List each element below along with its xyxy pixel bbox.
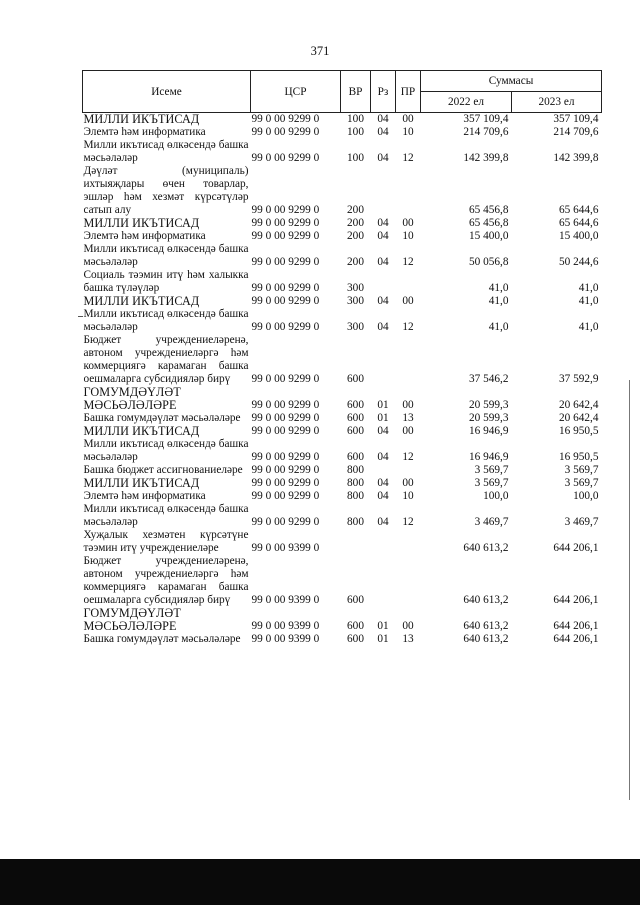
row-sum-2023: 16 950,5: [558, 451, 599, 463]
row-csr: 99 0 00 9299 0: [251, 126, 320, 138]
row-sum-2023: 3 569,7: [564, 464, 599, 476]
row-pr: 12: [402, 516, 414, 528]
row-csr: 99 0 00 9299 0: [251, 477, 320, 489]
table-row: [83, 269, 602, 295]
row-name: Милли икътисад өлкәсендә башка мәсьәләләр: [83, 308, 249, 333]
row-vr: 600: [347, 620, 364, 632]
row-vr: 200: [347, 204, 364, 216]
table-row: [83, 607, 602, 633]
row-sum-2022: 214 709,6: [463, 126, 509, 138]
row-name: МИЛЛИ ИКЪТИСАД: [83, 476, 200, 490]
row-sum-2022: 3 569,7: [474, 477, 509, 489]
row-name: Башка гомумдәүләт мәсьәләләре: [83, 633, 241, 645]
row-pr: [396, 555, 421, 607]
row-name: Бюджет учреждениеләренә, автоном учреждениеләргә һәм коммерциягә карамаган башка оешмаларга субсидияләр бирү: [83, 334, 249, 385]
row-rz: 04: [377, 126, 389, 138]
row-sum-2022: 50 056,8: [468, 256, 509, 268]
table-row: [83, 165, 602, 217]
row-pr: 10: [402, 490, 414, 502]
row-vr: 600: [347, 399, 364, 411]
row-rz: 04: [377, 152, 389, 164]
row-sum-2022: 142 399,8: [463, 152, 509, 164]
header-pr: ПР: [396, 71, 421, 113]
row-sum-2022: 357 109,4: [463, 113, 509, 125]
row-pr: 00: [402, 295, 414, 307]
table-row: [83, 139, 602, 165]
row-sum-2022: 37 546,2: [468, 373, 509, 385]
row-csr: 99 0 00 9299 0: [251, 373, 320, 385]
row-pr: [396, 529, 421, 555]
row-rz: 01: [377, 620, 389, 632]
table-body: [83, 113, 602, 647]
row-pr: [396, 269, 421, 295]
row-rz: 01: [377, 399, 389, 411]
row-sum-2022: 65 456,8: [468, 204, 509, 216]
row-sum-2022: 20 599,3: [468, 399, 509, 411]
row-pr: 00: [402, 477, 414, 489]
row-sum-2022: 16 946,9: [468, 425, 509, 437]
row-name: Милли икътисад өлкәсендә башка мәсьәләләр: [83, 503, 249, 528]
row-sum-2023: 50 244,6: [558, 256, 599, 268]
row-rz: [371, 165, 396, 217]
row-sum-2022: 3 569,7: [474, 464, 509, 476]
row-csr: 99 0 00 9399 0: [251, 542, 320, 554]
row-csr: 99 0 00 9399 0: [251, 633, 320, 645]
row-sum-2022: 3 469,7: [474, 516, 509, 528]
header-sums: Суммасы: [421, 71, 602, 92]
row-pr: [396, 464, 421, 477]
row-rz: 04: [377, 425, 389, 437]
row-vr: 600: [347, 425, 364, 437]
row-sum-2023: 16 950,5: [558, 425, 599, 437]
header-year-2023: 2023 ел: [512, 92, 602, 113]
page-number: 371: [310, 44, 330, 58]
row-pr: 10: [402, 230, 414, 242]
row-rz: [371, 555, 396, 607]
row-csr: 99 0 00 9299 0: [251, 516, 320, 528]
row-sum-2022: 640 613,2: [463, 594, 509, 606]
row-sum-2022: 640 613,2: [463, 633, 509, 645]
scan-edge-line: [629, 380, 630, 800]
row-rz: [371, 334, 396, 386]
row-name: Милли икътисад өлкәсендә башка мәсьәләләр: [83, 139, 249, 164]
row-sum-2022: 640 613,2: [463, 620, 509, 632]
row-sum-2023: 41,0: [578, 282, 599, 294]
row-rz: 04: [377, 451, 389, 463]
row-sum-2023: 65 644,6: [558, 217, 599, 229]
row-vr: 800: [347, 477, 364, 489]
row-csr: 99 0 00 9299 0: [251, 399, 320, 411]
row-pr: 00: [402, 399, 414, 411]
row-name: Милли икътисад өлкәсендә башка мәсьәләләр: [83, 243, 249, 268]
row-sum-2022: 16 946,9: [468, 451, 509, 463]
row-csr: 99 0 00 9299 0: [251, 152, 320, 164]
row-name: Бюджет учреждениеләренә, автоном учреждениеләргә һәм коммерциягә карамаган башка оешмаларга субсидияләр бирү: [83, 555, 249, 606]
row-sum-2022: 640 613,2: [463, 542, 509, 554]
row-csr: 99 0 00 9299 0: [251, 256, 320, 268]
row-name: Хуҗалык хезмәтен күрсәтүне тәэмин итү учреждениеләре: [83, 529, 249, 554]
table-row: [83, 633, 602, 646]
row-pr: 12: [402, 256, 414, 268]
row-sum-2023: 644 206,1: [553, 633, 599, 645]
row-sum-2023: 20 642,4: [558, 399, 599, 411]
row-rz: [371, 269, 396, 295]
header-rz: Рз: [371, 71, 396, 113]
row-name: Милли икътисад өлкәсендә башка мәсьәләләр: [83, 438, 249, 463]
row-name: ГОМУМДӘҮЛӘТ МӘСЬӘЛӘЛӘРЕ: [83, 385, 181, 412]
row-csr: 99 0 00 9299 0: [251, 204, 320, 216]
row-vr: 600: [347, 373, 364, 385]
row-vr: 100: [347, 113, 364, 125]
header-vr: ВР: [341, 71, 371, 113]
row-sum-2023: 100,0: [573, 490, 599, 502]
row-sum-2023: 41,0: [578, 321, 599, 333]
table-row: [83, 490, 602, 503]
row-sum-2023: 3 469,7: [564, 516, 599, 528]
row-name: Элемтә һәм информатика: [83, 490, 206, 502]
row-csr: 99 0 00 9299 0: [251, 295, 320, 307]
row-sum-2022: 41,0: [488, 295, 509, 307]
row-sum-2023: 15 400,0: [558, 230, 599, 242]
row-sum-2023: 20 642,4: [558, 412, 599, 424]
row-rz: 04: [377, 477, 389, 489]
row-sum-2023: 142 399,8: [553, 152, 599, 164]
row-sum-2023: 644 206,1: [553, 620, 599, 632]
table-row: [83, 217, 602, 230]
row-pr: 00: [402, 217, 414, 229]
row-name: Элемтә һәм информатика: [83, 126, 206, 138]
row-sum-2023: 214 709,6: [553, 126, 599, 138]
row-sum-2022: 15 400,0: [468, 230, 509, 242]
row-sum-2022: 20 599,3: [468, 412, 509, 424]
row-vr: 100: [347, 126, 364, 138]
row-vr: 600: [347, 594, 364, 606]
row-pr: 12: [402, 152, 414, 164]
row-vr: 300: [347, 282, 364, 294]
row-rz: 04: [377, 516, 389, 528]
row-csr: 99 0 00 9299 0: [251, 321, 320, 333]
header-year-2022: 2022 ел: [421, 92, 512, 113]
row-pr: 13: [402, 412, 414, 424]
row-rz: 04: [377, 490, 389, 502]
row-vr: 800: [347, 516, 364, 528]
row-name: ГОМУМДӘҮЛӘТ МӘСЬӘЛӘЛӘРЕ: [83, 606, 181, 633]
row-sum-2023: 3 569,7: [564, 477, 599, 489]
row-vr: [341, 529, 371, 555]
row-csr: 99 0 00 9399 0: [251, 620, 320, 632]
header-row-1: [83, 71, 602, 92]
row-rz: 01: [377, 633, 389, 645]
row-vr: 800: [347, 464, 364, 476]
budget-table: [82, 70, 602, 646]
row-pr: 12: [402, 321, 414, 333]
row-sum-2022: 65 456,8: [468, 217, 509, 229]
scan-bottom-bar: [0, 859, 640, 905]
table-row: [83, 503, 602, 529]
row-name: Башка бюджет ассигнованиеләре: [83, 464, 243, 476]
row-name: Башка гомумдәүләт мәсьәләләре: [83, 412, 241, 424]
table-row: [83, 425, 602, 438]
row-sum-2023: 644 206,1: [553, 542, 599, 554]
row-pr: [396, 334, 421, 386]
table-row: [83, 230, 602, 243]
row-name: Социаль тәэмин итү һәм халыкка башка түләүләр: [83, 269, 249, 294]
row-sum-2022: 100,0: [483, 490, 509, 502]
row-sum-2023: 41,0: [578, 295, 599, 307]
row-vr: 600: [347, 633, 364, 645]
row-csr: 99 0 00 9299 0: [251, 464, 320, 476]
row-vr: 800: [347, 490, 364, 502]
row-name: МИЛЛИ ИКЪТИСАД: [83, 294, 200, 308]
table-row: [83, 386, 602, 412]
row-rz: 04: [377, 321, 389, 333]
row-pr: 10: [402, 126, 414, 138]
row-vr: 200: [347, 217, 364, 229]
table-row: [83, 438, 602, 464]
row-csr: 99 0 00 9299 0: [251, 490, 320, 502]
row-vr: 600: [347, 412, 364, 424]
row-name: Элемтә һәм информатика: [83, 230, 206, 242]
row-rz: [371, 464, 396, 477]
row-vr: 100: [347, 152, 364, 164]
row-pr: 00: [402, 113, 414, 125]
row-rz: 01: [377, 412, 389, 424]
row-pr: 00: [402, 620, 414, 632]
row-csr: 99 0 00 9299 0: [251, 451, 320, 463]
row-sum-2022: 41,0: [488, 282, 509, 294]
row-pr: 12: [402, 451, 414, 463]
row-sum-2023: 357 109,4: [553, 113, 599, 125]
row-pr: [396, 165, 421, 217]
row-vr: 600: [347, 451, 364, 463]
row-name: МИЛЛИ ИКЪТИСАД: [83, 424, 200, 438]
row-sum-2023: 65 644,6: [558, 204, 599, 216]
header-csr: ЦСР: [251, 71, 341, 113]
row-vr: 200: [347, 256, 364, 268]
table-row: [83, 295, 602, 308]
table-row: [83, 477, 602, 490]
table-row: [83, 308, 602, 334]
row-rz: 04: [377, 230, 389, 242]
table-row: [83, 243, 602, 269]
row-rz: 04: [377, 295, 389, 307]
row-name: МИЛЛИ ИКЪТИСАД: [83, 112, 200, 126]
row-csr: 99 0 00 9299 0: [251, 217, 320, 229]
row-name: МИЛЛИ ИКЪТИСАД: [83, 216, 200, 230]
row-csr: 99 0 00 9299 0: [251, 425, 320, 437]
row-csr: 99 0 00 9399 0: [251, 594, 320, 606]
row-pr: 13: [402, 633, 414, 645]
row-pr: 00: [402, 425, 414, 437]
row-csr: 99 0 00 9299 0: [251, 412, 320, 424]
table-row: [83, 555, 602, 607]
row-rz: [371, 529, 396, 555]
table-row: [83, 334, 602, 386]
row-rz: 04: [377, 113, 389, 125]
row-vr: 200: [347, 230, 364, 242]
row-csr: 99 0 00 9299 0: [251, 282, 320, 294]
table-row: [83, 126, 602, 139]
row-rz: 04: [377, 256, 389, 268]
row-rz: 04: [377, 217, 389, 229]
row-csr: 99 0 00 9299 0: [251, 230, 320, 242]
row-name: Дәүләт (муниципаль) ихтыяҗлары өчен товарлар, эшләр һәм хезмәт күрсәтүләр сатып алу: [83, 165, 249, 216]
row-sum-2023: 37 592,9: [558, 373, 599, 385]
row-vr: 300: [347, 295, 364, 307]
table-row: [83, 113, 602, 127]
table-row: [83, 529, 602, 555]
row-sum-2022: 41,0: [488, 321, 509, 333]
header-name: Исеме: [83, 71, 251, 113]
row-sum-2023: 644 206,1: [553, 594, 599, 606]
row-csr: 99 0 00 9299 0: [251, 113, 320, 125]
row-vr: 300: [347, 321, 364, 333]
